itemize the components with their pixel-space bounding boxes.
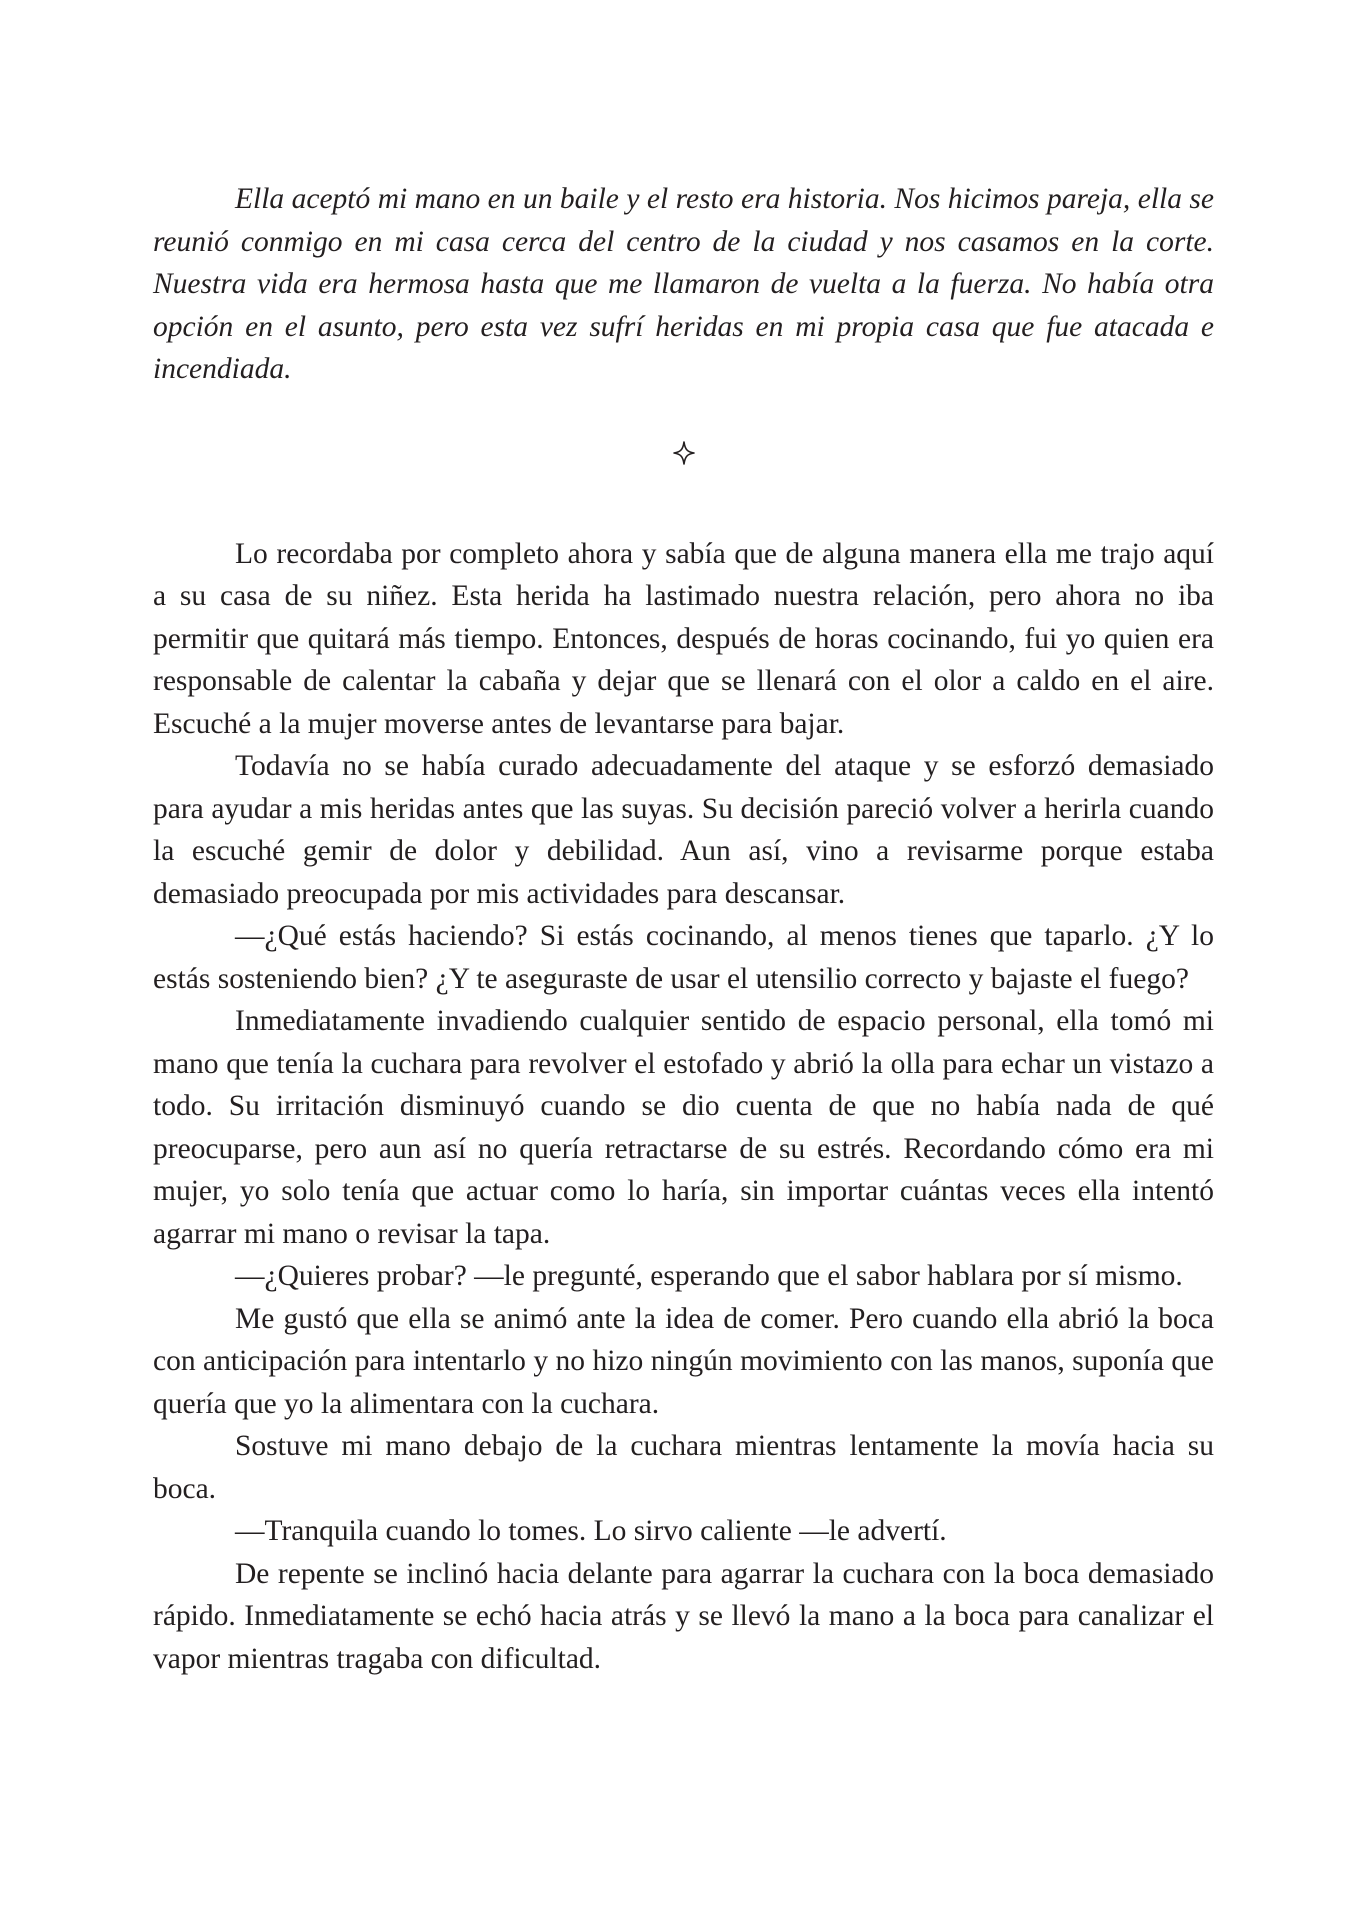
- four-point-star-icon: [673, 441, 695, 465]
- body-paragraph-5: —¿Quieres probar? —le pregunté, esperando que el sabor hablara por sí mismo.: [235, 1260, 1183, 1292]
- section-separator: [153, 431, 1214, 471]
- body-paragraph-1: Lo recordaba por completo ahora y sabía que de alguna manera ella me trajo aquí a su casa de su niñez. Esta herida ha lastimado nuestra relación, pero ahora no iba permitir que quitará más tiempo. Entonces, después de horas cocinando, fui yo quien era responsable de calentar la cabaña y dejar que se llenará con el olor a caldo en el aire. Escuché a la mujer moverse antes de levantarse para bajar.: [153, 537, 1214, 740]
- body-paragraph-2: Todavía no se había curado adecuadamente del ataque y se esforzó demasiado para ayudar a mis heridas antes que las suyas. Su decisión pareció volver a herirla cuando la escuché gemir de dolor y debilidad. Aun así, vino a revisarme porque estaba demasiado preocupada por mis actividades para descansar.: [153, 750, 1214, 910]
- body-paragraph-9: De repente se inclinó hacia delante para agarrar la cuchara con la boca demasiado rápido. Inmediatamente se echó hacia atrás y se llevó la mano a la boca para canalizar el vapor mientras tragaba con dificultad.: [153, 1557, 1214, 1675]
- body-paragraph-8: —Tranquila cuando lo tomes. Lo sirvo caliente —le advertí.: [235, 1515, 947, 1547]
- book-page: [153, 178, 1214, 1680]
- intro-paragraph: Ella aceptó mi mano en un baile y el resto era historia. Nos hicimos pareja, ella se reunió conmigo en mi casa cerca del centro de la ciudad y nos casamos en la corte. Nuestra vida era hermosa hasta que me llamaron de vuelta a la fuerza. No había otra opción en el asunto, pero esta vez sufrí heridas en mi propia casa que fue atacada e incendiada.: [153, 183, 1214, 385]
- body-paragraph-7: Sostuve mi mano debajo de la cuchara mientras lentamente la movía hacia su boca.: [153, 1430, 1214, 1505]
- body-paragraph-6: Me gustó que ella se animó ante la idea de comer. Pero cuando ella abrió la boca con anticipación para intentarlo y no hizo ningún movimiento con las manos, suponía que quería que yo la alimentara con la cuchara.: [153, 1302, 1214, 1420]
- body-paragraph-3: —¿Qué estás haciendo? Si estás cocinando, al menos tienes que taparlo. ¿Y lo estás sosteniendo bien? ¿Y te aseguraste de usar el utensilio correcto y bajaste el fuego?: [153, 920, 1214, 995]
- body-paragraph-4: Inmediatamente invadiendo cualquier sentido de espacio personal, ella tomó mi mano que tenía la cuchara para revolver el estofado y abrió la olla para echar un vistazo a todo. Su irritación disminuyó cuando se dio cuenta de que no había nada de qué preocuparse, pero aun así no quería retractarse de su estrés. Recordando cómo era mi mujer, yo solo tenía que actuar como lo haría, sin importar cuántas veces ella intentó agarrar mi mano o revisar la tapa.: [153, 1005, 1214, 1250]
